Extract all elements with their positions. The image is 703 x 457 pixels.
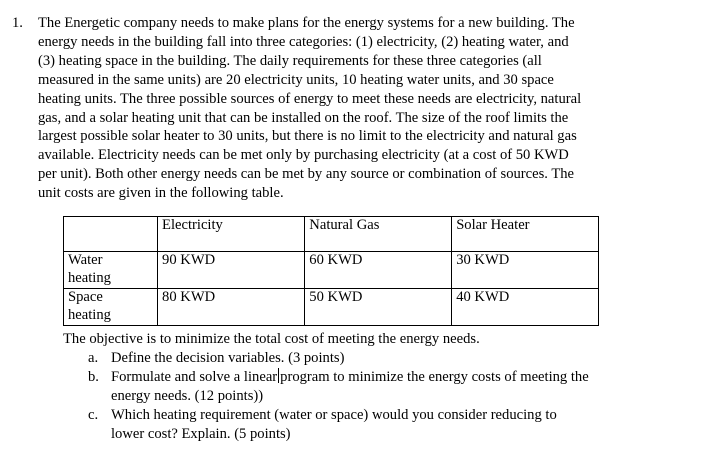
paragraph-line: (3) heating space in the building. The daily requirements for these three categories (all [38,52,542,69]
paragraph-line: gas, and a solar heating unit that can be installed on the roof. The size of the roof limits the [38,109,569,126]
row-label-line: heating [68,306,111,323]
paragraph-line: per unit). Both other energy needs can be met by any source or combination of sources. The [38,166,575,183]
question-text-before-cursor: Formulate and solve a linear [111,368,278,385]
table-cell: 50 KWD [305,289,452,326]
question-line: Which heating requirement (water or space) would you consider reducing to [111,406,557,423]
row-label-cell [64,252,158,289]
text-cursor [278,368,279,383]
question-marker: a. [88,349,99,366]
row-label-line: Water [68,252,103,268]
table-row [64,289,599,326]
table-header-cell: Solar Heater [452,217,599,252]
table-row [64,252,599,289]
question-marker: b. [88,368,99,385]
table-cell: 60 KWD [305,252,452,289]
question-item-c [63,406,693,444]
question-item-b [63,368,693,406]
unit-cost-table [63,216,599,326]
question-item-a [63,349,693,368]
question-line: energy needs. (12 points)) [111,387,264,404]
objective-section [63,330,693,443]
table-cell: 30 KWD [452,252,599,289]
paragraph-line: largest possible solar heater to 30 units, but there is no limit to the electricity and natural gas [38,128,577,145]
paragraph-line: energy needs in the building fall into three categories: (1) electricity, (2) heating water, and [38,33,569,50]
paragraph-line: The Energetic company needs to make plans for the energy systems for a new building. The [38,15,575,31]
table-header-row [64,217,599,252]
paragraph-line: measured in the same units) are 20 electricity units, 10 heating water units, and 30 space [38,71,554,88]
table-cell: 90 KWD [158,252,305,289]
table-header-cell [64,217,158,252]
row-label-line: Space [68,289,103,305]
problem-number: 1. [12,15,23,31]
paragraph-line: available. Electricity needs can be met only by purchasing electricity (at a cost of 50 KWD [38,147,569,164]
table-header-cell: Natural Gas [305,217,452,252]
row-label-line: heating [68,269,111,286]
row-label-cell [64,289,158,326]
table-header-cell: Electricity [158,217,305,252]
paragraph-line: unit costs are given in the following table. [38,185,284,202]
question-line: lower cost? Explain. (5 points) [111,425,291,442]
question-line: Define the decision variables. (3 points) [111,349,345,366]
question-marker: c. [88,406,99,423]
problem-paragraph [38,14,690,203]
question-text-after-cursor: program to minimize the energy costs of meeting the [280,368,589,385]
paragraph-line: heating units. The three possible sources of energy to meet these needs are electricity, natural [38,90,582,107]
table-cell: 80 KWD [158,289,305,326]
objective-intro: The objective is to minimize the total cost of meeting the energy needs. [63,331,480,347]
question-line [111,368,693,387]
table-cell: 40 KWD [452,289,599,326]
